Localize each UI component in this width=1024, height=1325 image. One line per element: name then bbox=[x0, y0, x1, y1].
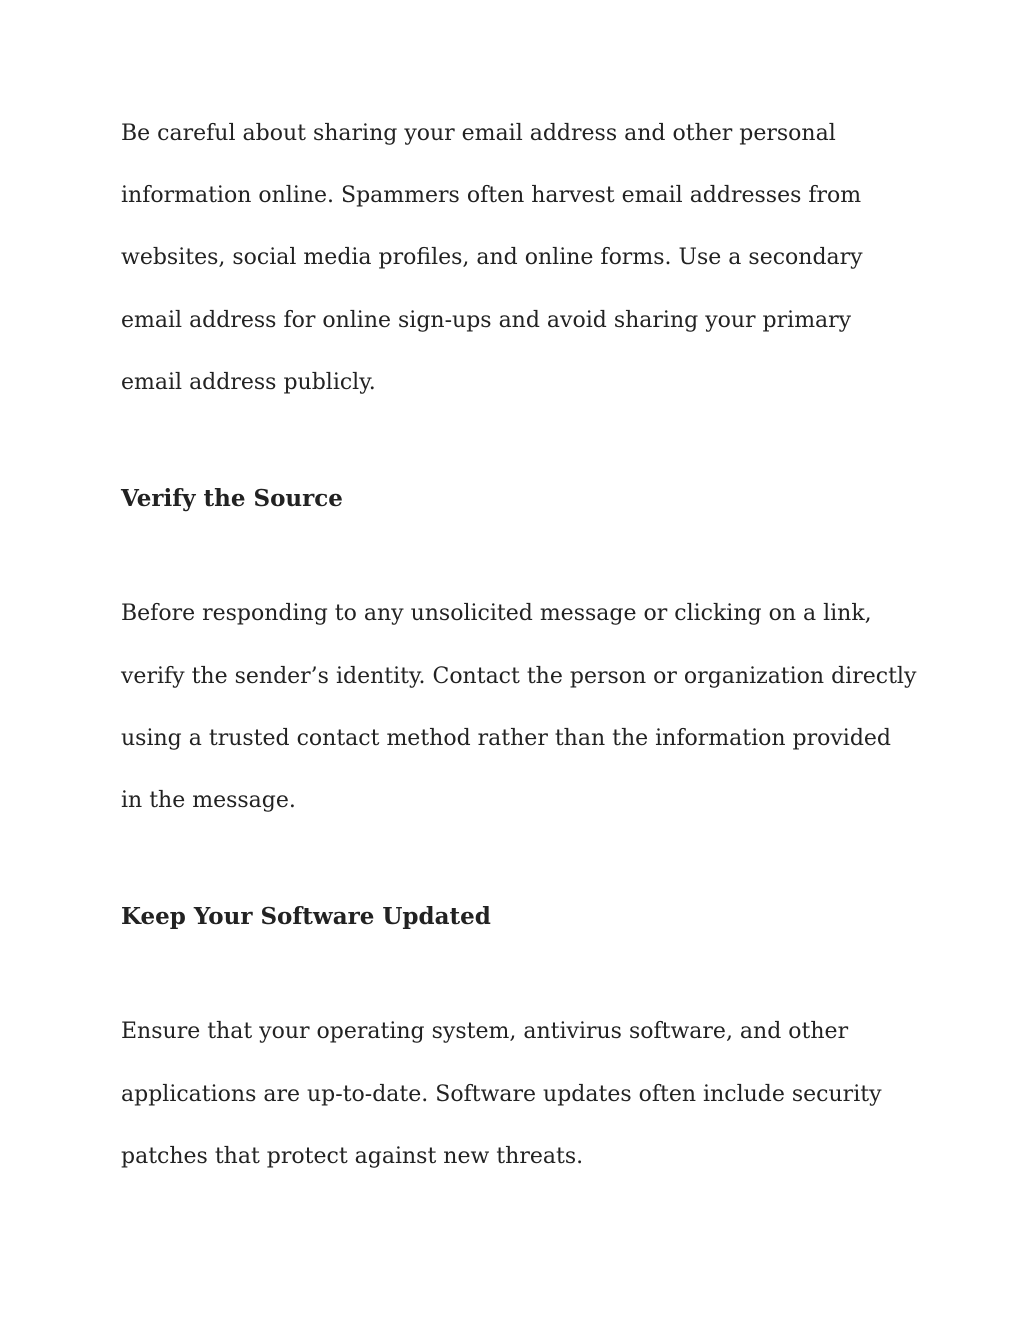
section-heading-verify-source: Verify the Source bbox=[121, 485, 343, 512]
paragraph-line: email address publicly. bbox=[121, 370, 376, 395]
paragraph-line: applications are up-to-date. Software updates often include security bbox=[121, 1082, 882, 1107]
paragraph-line: email address for online sign-ups and avoid sharing your primary bbox=[121, 308, 852, 333]
paragraph-line: websites, social media profiles, and online forms. Use a secondary bbox=[121, 245, 863, 270]
paragraph-line: verify the sender’s identity. Contact the person or organization directly bbox=[121, 664, 917, 689]
paragraph-line: information online. Spammers often harvest email addresses from bbox=[121, 183, 862, 208]
paragraph-line: using a trusted contact method rather than the information provided bbox=[121, 726, 892, 751]
paragraph-line: in the message. bbox=[121, 788, 296, 813]
paragraph-line: Before responding to any unsolicited message or clicking on a link, bbox=[121, 601, 872, 626]
paragraph-line: patches that protect against new threats. bbox=[121, 1144, 584, 1169]
paragraph-line: Ensure that your operating system, antivirus software, and other bbox=[121, 1019, 849, 1044]
paragraph-line: Be careful about sharing your email address and other personal bbox=[121, 121, 836, 146]
section-heading-software-updated: Keep Your Software Updated bbox=[121, 903, 491, 930]
